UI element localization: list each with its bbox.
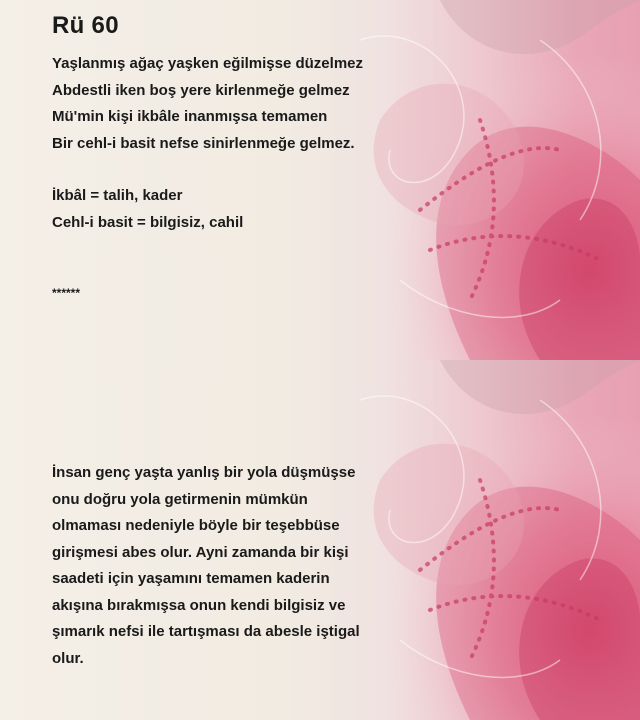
explanation-block [52,460,360,672]
explanation-line: olmaması nedeniyle böyle bir teşebbüse [52,517,340,534]
page-title: Rü 60 [52,12,119,39]
explanation-line: şımarık nefsi ile tartışması da abesle iştigal [52,623,360,640]
poem-line: Abdestli iken boş yere kirlenmeğe gelmez [52,81,350,99]
explanation-line: olur. [52,649,84,667]
explanation-line: akışına bırakmışsa onun kendi bilgisiz ve [52,596,346,614]
glossary-line: Cehl-i basit = bilgisiz, cahil [52,213,244,231]
poem-line: Mü'min kişi ikbâle inanmışsa temamen [52,108,328,125]
explanation-line: İnsan genç yaşta yanlış bir yola düşmüşse [52,464,356,481]
explanation-line: onu doğru yola getirmenin mümkün [52,490,308,508]
explanation-line: girişmesi abes olur. Ayni zamanda bir kişi [52,543,349,561]
poem-block [52,51,363,236]
separator: ****** [52,286,81,300]
poem-line: Bir cehl-i basit nefse sinirlenmeğe gelmez. [52,134,355,152]
explanation-line: saadeti için yaşamını temamen kaderin [52,570,330,587]
bottom-explanation-panel [0,360,640,720]
poem-line: Yaşlanmış ağaç yaşken eğilmişse düzelmez [52,55,364,72]
glossary-line: İkbâl = talih, kader [52,187,183,204]
